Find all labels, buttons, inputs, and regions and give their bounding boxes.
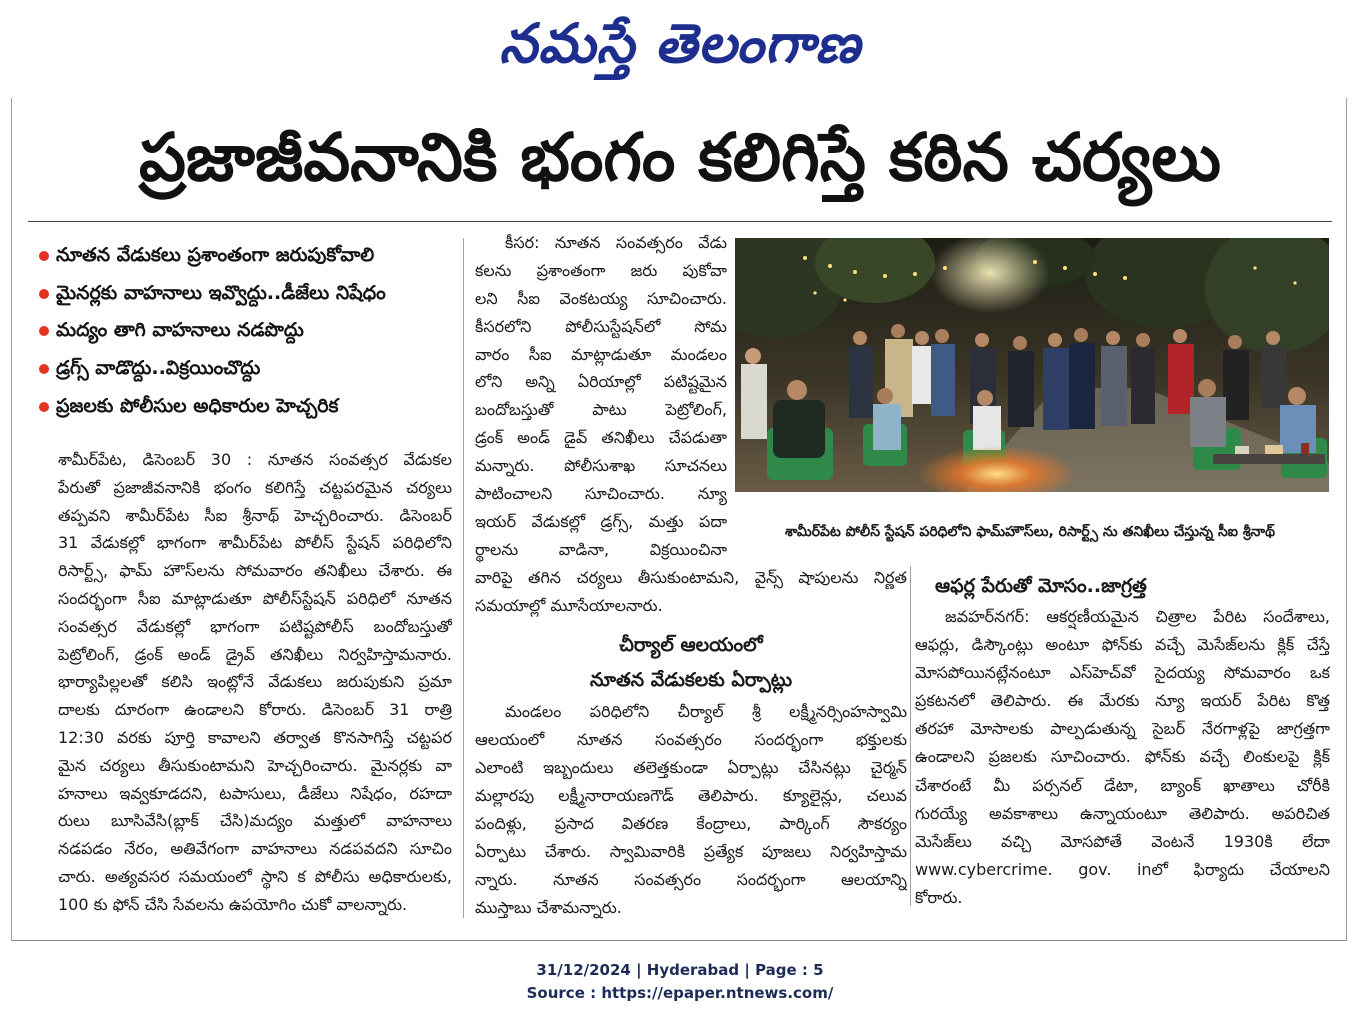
text-line: డ్రంక్ అండ్ డైవ్ తనిఖీలు చేపడుతా: [475, 428, 727, 448]
text-line: ఆఫర్లు, డిస్కౌంట్లు అంటూ ఫోన్‌కు వచ్చే మెసేజ్‌లను క్లిక్ చేస్తే: [915, 635, 1330, 655]
text-line: ఏర్పాటు చేశారు. స్వామివారికి ప్రత్యేక పూజలు నిర్వహిస్తామ: [475, 842, 907, 861]
text-line: తరహా మోసాలకు పాల్పడుతున్న సైబర్ నేరగాళ్లపై జాగ్రత్తగా: [915, 719, 1330, 739]
text-line: మల్లారపు లక్ష్మీనారాయణగౌడ్ తెలిపారు. క్యూలైన్లు, చలువ: [475, 786, 907, 805]
bullet-dot: [39, 251, 49, 261]
highlight-item: [36, 312, 456, 350]
text-line: రిసార్ట్స్, ఫామ్ హౌస్‌లను సోమవారం తనిఖీలు చేశారు. ఈ: [58, 561, 452, 581]
text-line: బందోబస్తుతో పాటు పెట్రోలింగ్,: [475, 400, 727, 420]
text-line: మెసేజ్‌లు వచ్చి మోసపోతే వెంటనే 1930కి లేదా: [915, 831, 1330, 851]
temple-story-body: [475, 698, 907, 922]
text-line: మోసపోయినట్లేనంటూ ఎస్‌హెచ్‌వో సైదయ్య సోమవారం ఒక: [915, 663, 1330, 683]
text-line: సమయాల్లో మూసేయాలనారు.: [475, 595, 663, 615]
text-line: పందిళ్లు, ప్రసాద వితరణ కేంద్రాలు, పార్కింగ్ సౌకర్యం: [475, 814, 907, 833]
text-line: ముస్తాబు చేశామన్నారు.: [475, 898, 622, 917]
text-line: ఉండాలని ప్రజలకు సూచించారు. ఫోన్‌కు వచ్చే లింకులపై క్లిక్: [915, 747, 1330, 767]
text-line: చేశారంటే మీ పర్సనల్ డేటా, బ్యాంక్ ఖాతాలు చోరీకి: [915, 775, 1330, 795]
bullet-dot: [39, 402, 49, 412]
text-line: మన్నారు. పోలీసుశాఖ సూచనలు: [475, 456, 727, 476]
text-line: లోని అన్ని ఏరియాల్లో పటిష్టమైన: [475, 372, 727, 392]
event-photo: [735, 238, 1329, 492]
text-line: గురయ్యే అవకాశాలు ఉన్నాయంటూ తెలిపారు. అపరిచిత: [915, 803, 1330, 823]
column-divider: [463, 238, 464, 918]
text-line: ప్రకటనలో తెలిపారు. ఈ మేరకు న్యూ ఇయర్ పేరిట కొత్త: [915, 691, 1330, 711]
text-line: వారిపై తగిన చర్యలు తీసుకుంటామని, వైన్స్ షాపులను నిర్ణత: [475, 567, 907, 587]
text-line: రులు బూసివేసి(బ్లాక్ చేసి)మద్యం మత్తులో వాహనాలు: [58, 811, 452, 831]
text-line: హనాలు ఇవ్వకూడదని, టపాసులు, డీజేలు నిషేధం, రహదా: [58, 783, 452, 803]
temple-story-heading: చీర్యాల్ ఆలయంలో: [619, 634, 763, 656]
bullet-dot: [39, 364, 49, 374]
bullet-dot: [39, 326, 49, 336]
text-line: జవహర్‌నగర్: ఆకర్షణీయమైన చిత్రాల పేరిట సందేశాలు,: [945, 607, 1330, 626]
text-line: 100 కు ఫోన్ చేసి సేవలను ఉపయోగిం చుకో వాలన్నారు.: [58, 894, 408, 914]
text-line: న్నారు. నూతన సంవత్సరం సందర్భంగా ఆలయాన్ని: [475, 870, 907, 889]
text-line: కీసరలోని పోలీసుస్టేషన్‌లో సోమ: [475, 316, 727, 336]
edition-info: 31/12/2024 | Hyderabad | Page : 5: [536, 961, 824, 979]
text-line: ర్థాలను వాడినా, విక్రయించినా: [475, 539, 727, 559]
cyber-story-body: [915, 603, 1330, 912]
text-line: నడపడం నేరం, అతివేగంగా వాహనాలు నడపవదని సూచిం: [58, 839, 452, 859]
bullet-dot: [39, 289, 49, 299]
highlight-text: మైనర్లకు వాహనాలు ఇవ్వొద్దు..డీజేలు నిషేధం: [56, 281, 386, 304]
highlight-text: మద్యం తాగి వాహనాలు నడపొద్దు: [56, 319, 304, 342]
text-line: సందర్భంగా సీఐ మాట్లాడుతూ పోలీస్‌స్టేషన్ పరిధిలో నూతన: [58, 588, 452, 608]
highlight-text: ప్రజలకు పోలీసుల అధికారుల హెచ్చరిక: [56, 394, 339, 417]
highlight-item: [36, 350, 456, 388]
text-line: కలను ప్రశాంతంగా జరు పుకోవా: [475, 260, 727, 280]
text-line: కోరారు.: [915, 887, 963, 907]
text-line: చారు. అత్యవసర సమయంలో స్థాని క పోలీసు అధికారులకు,: [58, 866, 452, 886]
text-line: తప్పవని శామీర్‌పేట సీఐ శ్రీనాథ్ హెచ్చరించారు. డిసెంబర్: [58, 505, 452, 525]
highlights-list: [36, 237, 456, 425]
text-line: కీసర: నూతన సంవత్సరం వేడు: [505, 233, 727, 252]
text-line: www.cybercrime. gov. inలో ఫిర్యాదు చేయాలని: [915, 859, 1330, 879]
temple-story-subheading: నూతన వేడుకలకు ఏర్పాట్లు: [589, 669, 793, 691]
text-line: భార్యాపిల్లలతో కలిసి ఇంట్లోనే వేడుకలు జరుపుకుని ప్రమా: [58, 672, 452, 692]
headline-divider: [28, 221, 1332, 222]
text-line: మండలం పరిధిలోని చీర్యాల్ శ్రీ లక్ష్మీనర్సింహస్వామి: [505, 702, 907, 721]
text-line: శామీర్‌పేట, డిసెంబర్ 30 : నూతన సంవత్సర వేడుకల: [58, 450, 452, 469]
highlight-item: [36, 237, 456, 275]
highlight-text: డ్రగ్స్ వాడొద్దు..విక్రయించొద్దు: [56, 357, 261, 380]
text-line: 31 వేడుకల్లో భాగంగా శామీర్‌పేట పోలీస్ స్టేషన్ పరిధిలోని: [58, 533, 452, 553]
text-line: ఇయర్ వేడుకల్లో డ్రగ్స్, మత్తు పదా: [475, 511, 727, 531]
highlight-item: [36, 275, 456, 313]
text-line: లని సీఐ వెంకటయ్య సూచించారు.: [475, 288, 727, 308]
cyber-story-heading: ఆఫర్ల పేరుతో మోసం..జాగ్రత్త: [935, 575, 1147, 597]
highlight-item: [36, 388, 456, 426]
highlight-text: నూతన వేడుకలు ప్రశాంతంగా జరుపుకోవాలి: [56, 244, 375, 266]
text-line: పాటించాలని సూచించారు. న్యూ: [475, 484, 727, 504]
column-divider: [910, 566, 911, 906]
source-link[interactable]: Source : https://epaper.ntnews.com/: [526, 984, 834, 1002]
newspaper-masthead: నమస్తే తెలంగాణ: [499, 12, 861, 75]
text-line: ఆలయంలో నూతన సంవత్సరం సందర్భంగా భక్తులకు: [475, 730, 907, 749]
text-line: సంవత్సర వేడుకల్లో భాగంగా పటిష్టపోలీస్ బందోబస్తుతో: [58, 616, 452, 636]
text-line: వారం సీఐ మాట్లాడుతూ మండలం: [475, 344, 727, 364]
text-line: పెట్రోలింగ్, డ్రంక్ అండ్ డ్రైవ్ తనిఖీలు నిర్వహిస్తామనారు.: [58, 644, 452, 664]
headline: ప్రజాజీవనానికి భంగం కలిగిస్తే కఠిన చర్యలు: [139, 119, 1221, 196]
text-line: ఎలాంటి ఇబ్బందులు తలెత్తకుండా ఏర్పాట్లు చేసినట్లు చైర్మన్: [475, 758, 907, 777]
photo-caption: శామీర్‌పేట పోలీస్ స్టేషన్ పరిధిలోని ఫామ్‌హౌస్‌లు, రిసార్ట్స్ ను తనిఖీలు చేస్తున్న సీఐ శ్రీనాథ్: [785, 524, 1275, 540]
text-line: మైన చర్యలు తీసుకుంటామని హెచ్చరించారు. మైనర్లకు వా: [58, 755, 452, 775]
text-line: 12:30 వరకు పూర్తి కావాలని తర్వాత కొనసాగిస్తే చట్టపర: [58, 727, 452, 747]
text-line: దాలకు దూరంగా ఉండాలని కోరారు. డిసెంబర్ 31 రాత్రి: [58, 700, 452, 720]
text-line: పేరుతో ప్రజాజీవనానికి భంగం కలిగిస్తే చట్టపరమైన చర్యలు: [58, 477, 452, 497]
main-story-body: [58, 446, 452, 919]
